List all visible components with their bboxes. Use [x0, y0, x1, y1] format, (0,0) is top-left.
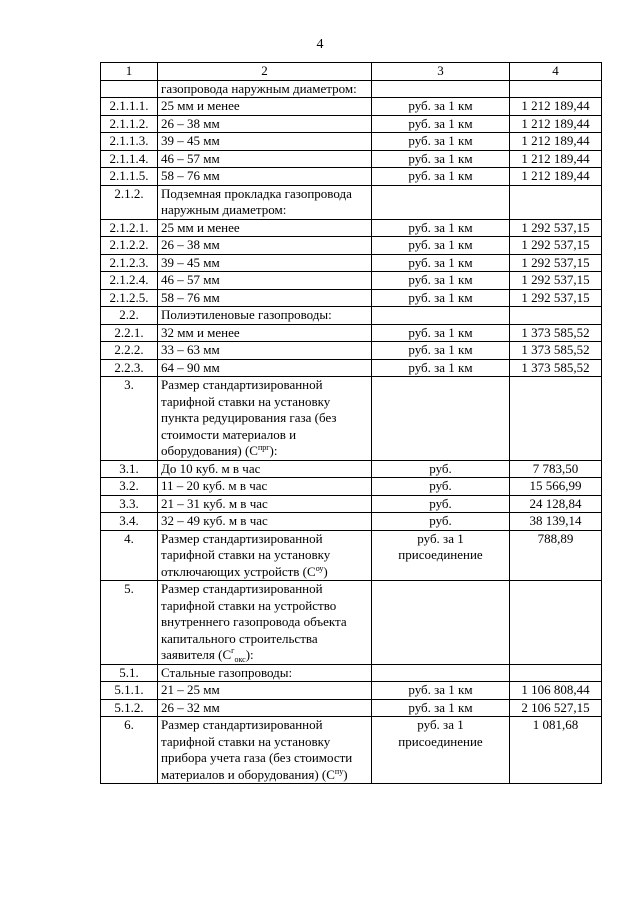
- row-description-text: Размер стандартизированной тарифной ставки на устройство внутреннего газопровода объекта капитального строительства заявителя (С: [161, 581, 347, 662]
- row-description: 26 – 38 мм: [158, 115, 372, 133]
- row-value: [510, 581, 602, 665]
- table-row: [101, 237, 602, 255]
- row-value: 1 212 189,44: [510, 133, 602, 151]
- row-description: Стальные газопроводы:: [158, 664, 372, 682]
- row-number: 2.2.: [101, 307, 158, 325]
- row-unit: руб. за 1 км: [372, 98, 510, 116]
- row-value: 15 566,99: [510, 478, 602, 496]
- row-value: 38 139,14: [510, 513, 602, 531]
- row-unit: руб.: [372, 460, 510, 478]
- row-unit: руб. за 1 км: [372, 682, 510, 700]
- header-col-2: 2: [158, 63, 372, 81]
- row-unit: [372, 664, 510, 682]
- row-number: 2.1.1.3.: [101, 133, 158, 151]
- row-description: 39 – 45 мм: [158, 133, 372, 151]
- row-value: 1 106 808,44: [510, 682, 602, 700]
- symbol-subscript: окс: [234, 655, 246, 664]
- table-row: [101, 717, 602, 784]
- row-number: 2.1.2.3.: [101, 254, 158, 272]
- row-description: 58 – 76 мм: [158, 168, 372, 186]
- row-number: 2.1.1.5.: [101, 168, 158, 186]
- row-value: 1 373 585,52: [510, 342, 602, 360]
- row-description: [158, 717, 372, 784]
- row-unit: руб. за 1 км: [372, 254, 510, 272]
- row-value: 1 373 585,52: [510, 324, 602, 342]
- row-description: 25 мм и менее: [158, 219, 372, 237]
- row-unit: [372, 377, 510, 461]
- row-number: 3.3.: [101, 495, 158, 513]
- row-unit: руб. за 1 км: [372, 115, 510, 133]
- row-value: [510, 307, 602, 325]
- symbol-superscript: пу: [334, 766, 344, 776]
- table-row: [101, 80, 602, 98]
- table-row: [101, 254, 602, 272]
- table-row: [101, 530, 602, 581]
- row-value: 1 292 537,15: [510, 289, 602, 307]
- row-unit: руб. за 1 км: [372, 699, 510, 717]
- row-description: До 10 куб. м в час: [158, 460, 372, 478]
- row-description-tail: ): [323, 563, 328, 579]
- row-description: [158, 530, 372, 581]
- row-number: 5.1.1.: [101, 682, 158, 700]
- row-number: 2.2.2.: [101, 342, 158, 360]
- row-unit: руб.: [372, 495, 510, 513]
- table-row: [101, 359, 602, 377]
- row-description: [158, 377, 372, 461]
- row-unit: руб. за 1 км: [372, 168, 510, 186]
- row-value: 1 292 537,15: [510, 237, 602, 255]
- row-description: 21 – 25 мм: [158, 682, 372, 700]
- row-description: 21 – 31 куб. м в час: [158, 495, 372, 513]
- header-col-4: 4: [510, 63, 602, 81]
- row-description-tail: ):: [245, 647, 254, 662]
- row-unit: руб.: [372, 513, 510, 531]
- row-number: 3.2.: [101, 478, 158, 496]
- row-unit: [372, 185, 510, 219]
- row-description-text: Размер стандартизированной тарифной ставки на установку отключающих устройств (С: [161, 530, 331, 579]
- row-description: Подземная прокладка газопровода наружным диаметром:: [158, 185, 372, 219]
- row-value: [510, 80, 602, 98]
- table-row: [101, 377, 602, 461]
- row-description: 26 – 38 мм: [158, 237, 372, 255]
- row-number: [101, 80, 158, 98]
- row-value: 1 373 585,52: [510, 359, 602, 377]
- table-row: [101, 168, 602, 186]
- row-number: 2.1.2.: [101, 185, 158, 219]
- table-row: [101, 150, 602, 168]
- table-row: [101, 478, 602, 496]
- table-header-row: [101, 63, 602, 81]
- row-description: 39 – 45 мм: [158, 254, 372, 272]
- row-unit: [372, 80, 510, 98]
- row-description: 32 мм и менее: [158, 324, 372, 342]
- row-description: 11 – 20 куб. м в час: [158, 478, 372, 496]
- table-row: [101, 581, 602, 665]
- row-description: 46 – 57 мм: [158, 272, 372, 290]
- header-col-1: 1: [101, 63, 158, 81]
- row-description-tail: ): [343, 766, 348, 782]
- symbol-superscript: прг: [257, 443, 270, 452]
- row-value: 24 128,84: [510, 495, 602, 513]
- table-row: [101, 115, 602, 133]
- row-number: 3.4.: [101, 513, 158, 531]
- row-description: Полиэтиленовые газопроводы:: [158, 307, 372, 325]
- row-value: 1 292 537,15: [510, 272, 602, 290]
- table-row: [101, 307, 602, 325]
- row-unit: [372, 581, 510, 665]
- row-number: 4.: [101, 530, 158, 581]
- table-row: [101, 219, 602, 237]
- row-value: 1 212 189,44: [510, 98, 602, 116]
- row-value: 2 106 527,15: [510, 699, 602, 717]
- row-number: 5.1.: [101, 664, 158, 682]
- row-unit: руб. за 1 присоединение: [372, 530, 510, 581]
- table-row: [101, 272, 602, 290]
- row-number: 2.1.1.1.: [101, 98, 158, 116]
- table-row: [101, 289, 602, 307]
- row-value: 1 212 189,44: [510, 150, 602, 168]
- row-value: 1 292 537,15: [510, 219, 602, 237]
- row-number: 2.1.2.1.: [101, 219, 158, 237]
- row-number: 2.1.2.4.: [101, 272, 158, 290]
- table-row: [101, 460, 602, 478]
- row-unit: руб. за 1 км: [372, 324, 510, 342]
- row-value: 788,89: [510, 530, 602, 581]
- row-description: 46 – 57 мм: [158, 150, 372, 168]
- row-number: 2.1.1.2.: [101, 115, 158, 133]
- table-row: [101, 664, 602, 682]
- header-col-3: 3: [372, 63, 510, 81]
- table-row: [101, 699, 602, 717]
- row-unit: руб. за 1 присоединение: [372, 717, 510, 784]
- table-row: [101, 513, 602, 531]
- row-unit: руб. за 1 км: [372, 359, 510, 377]
- row-number: 2.1.2.5.: [101, 289, 158, 307]
- table-row: [101, 98, 602, 116]
- row-description: 32 – 49 куб. м в час: [158, 513, 372, 531]
- row-value: [510, 185, 602, 219]
- row-value: 1 292 537,15: [510, 254, 602, 272]
- row-number: 2.1.2.2.: [101, 237, 158, 255]
- table-row: [101, 342, 602, 360]
- row-description: 33 – 63 мм: [158, 342, 372, 360]
- row-unit: руб. за 1 км: [372, 219, 510, 237]
- row-unit: руб. за 1 км: [372, 133, 510, 151]
- row-unit: руб.: [372, 478, 510, 496]
- table-row: [101, 682, 602, 700]
- row-number: 3.: [101, 377, 158, 461]
- row-number: 6.: [101, 717, 158, 784]
- row-unit: руб. за 1 км: [372, 289, 510, 307]
- row-unit: руб. за 1 км: [372, 237, 510, 255]
- row-value: 1 212 189,44: [510, 115, 602, 133]
- page-number: 4: [316, 37, 324, 52]
- row-description: 26 – 32 мм: [158, 699, 372, 717]
- symbol-superscript: г: [231, 646, 235, 655]
- row-description: 64 – 90 мм: [158, 359, 372, 377]
- table-row: [101, 495, 602, 513]
- row-description: газопровода наружным диаметром:: [158, 80, 372, 98]
- row-unit: руб. за 1 км: [372, 150, 510, 168]
- row-description-tail: ):: [269, 443, 278, 458]
- tariff-table: [100, 62, 602, 784]
- row-description: 25 мм и менее: [158, 98, 372, 116]
- row-description: 58 – 76 мм: [158, 289, 372, 307]
- row-number: 2.1.1.4.: [101, 150, 158, 168]
- row-value: 1 212 189,44: [510, 168, 602, 186]
- row-number: 2.2.3.: [101, 359, 158, 377]
- row-value: 7 783,50: [510, 460, 602, 478]
- row-description-text: Размер стандартизированной тарифной ставки на установку пункта редуцирования газа (без стоимости материалов и оборудования) (С: [161, 377, 337, 458]
- symbol-superscript: оу: [315, 563, 324, 573]
- row-number: 5.1.2.: [101, 699, 158, 717]
- row-value: 1 081,68: [510, 717, 602, 784]
- row-unit: руб. за 1 км: [372, 342, 510, 360]
- row-description: [158, 581, 372, 665]
- row-number: 2.2.1.: [101, 324, 158, 342]
- row-unit: руб. за 1 км: [372, 272, 510, 290]
- table-row: [101, 185, 602, 219]
- row-number: 5.: [101, 581, 158, 665]
- table-row: [101, 324, 602, 342]
- row-unit: [372, 307, 510, 325]
- row-value: [510, 664, 602, 682]
- row-description-text: Размер стандартизированной тарифной ставки на установку прибора учета газа (без стоимости материалов и оборудования) (С: [161, 717, 353, 782]
- row-value: [510, 377, 602, 461]
- row-number: 3.1.: [101, 460, 158, 478]
- table-row: [101, 133, 602, 151]
